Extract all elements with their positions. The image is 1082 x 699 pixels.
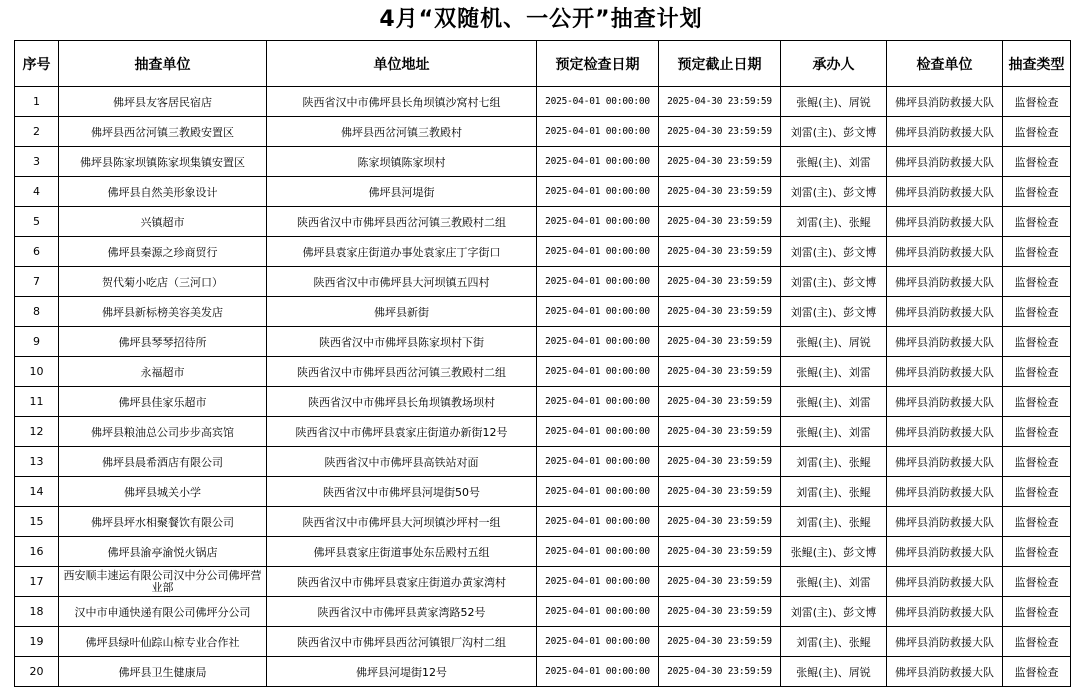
cell-end-date: 2025-04-30 23:59:59 (659, 387, 781, 417)
cell-unit: 佛坪县友客居民宿店 (59, 87, 267, 117)
cell-type: 监督检查 (1003, 417, 1071, 447)
cell-start-date: 2025-04-01 00:00:00 (537, 297, 659, 327)
cell-start-date: 2025-04-01 00:00:00 (537, 237, 659, 267)
cell-index: 18 (15, 597, 59, 627)
cell-address: 陕西省汉中市佛坪县西岔河镇三教殿村二组 (267, 357, 537, 387)
cell-unit: 佛坪县秦源之珍商贸行 (59, 237, 267, 267)
table-row (15, 387, 1071, 417)
cell-end-date: 2025-04-30 23:59:59 (659, 177, 781, 207)
cell-inspector: 佛坪县消防救援大队 (887, 447, 1003, 477)
cell-index: 14 (15, 477, 59, 507)
header-end-date: 预定截止日期 (659, 41, 781, 87)
cell-end-date: 2025-04-30 23:59:59 (659, 627, 781, 657)
cell-handler: 刘雷(主)、彭文博 (781, 177, 887, 207)
table-row (15, 267, 1071, 297)
cell-address: 陕西省汉中市佛坪县高铁站对面 (267, 447, 537, 477)
cell-start-date: 2025-04-01 00:00:00 (537, 117, 659, 147)
cell-type: 监督检查 (1003, 177, 1071, 207)
cell-unit: 佛坪县晨希酒店有限公司 (59, 447, 267, 477)
cell-inspector: 佛坪县消防救援大队 (887, 267, 1003, 297)
cell-index: 1 (15, 87, 59, 117)
cell-index: 6 (15, 237, 59, 267)
cell-start-date: 2025-04-01 00:00:00 (537, 327, 659, 357)
table-row (15, 507, 1071, 537)
cell-start-date: 2025-04-01 00:00:00 (537, 597, 659, 627)
cell-handler: 张鲲(主)、刘雷 (781, 357, 887, 387)
cell-type: 监督检查 (1003, 627, 1071, 657)
cell-start-date: 2025-04-01 00:00:00 (537, 387, 659, 417)
cell-address: 陕西省汉中市佛坪县河堤街50号 (267, 477, 537, 507)
cell-index: 5 (15, 207, 59, 237)
cell-end-date: 2025-04-30 23:59:59 (659, 657, 781, 687)
page-title: 4月“双随机、一公开”抽查计划 (379, 7, 703, 32)
cell-type: 监督检查 (1003, 237, 1071, 267)
cell-start-date: 2025-04-01 00:00:00 (537, 537, 659, 567)
cell-type: 监督检查 (1003, 147, 1071, 177)
table-row (15, 147, 1071, 177)
table-header-row (15, 41, 1071, 87)
cell-index: 10 (15, 357, 59, 387)
table-body (15, 87, 1071, 687)
cell-handler: 刘雷(主)、张鲲 (781, 447, 887, 477)
cell-type: 监督检查 (1003, 507, 1071, 537)
cell-address: 陕西省汉中市佛坪县长角坝镇沙窝村七组 (267, 87, 537, 117)
cell-unit: 佛坪县自然美形象设计 (59, 177, 267, 207)
cell-unit: 佛坪县新标榜美容美发店 (59, 297, 267, 327)
table-row (15, 657, 1071, 687)
cell-start-date: 2025-04-01 00:00:00 (537, 477, 659, 507)
cell-start-date: 2025-04-01 00:00:00 (537, 207, 659, 237)
table-row (15, 207, 1071, 237)
cell-handler: 刘雷(主)、彭文博 (781, 267, 887, 297)
cell-inspector: 佛坪县消防救援大队 (887, 537, 1003, 567)
cell-end-date: 2025-04-30 23:59:59 (659, 537, 781, 567)
cell-end-date: 2025-04-30 23:59:59 (659, 147, 781, 177)
cell-index: 19 (15, 627, 59, 657)
header-inspector: 检查单位 (887, 41, 1003, 87)
cell-address: 陕西省汉中市佛坪县西岔河镇银厂沟村二组 (267, 627, 537, 657)
cell-address: 陕西省汉中市佛坪县黄家湾路52号 (267, 597, 537, 627)
cell-start-date: 2025-04-01 00:00:00 (537, 657, 659, 687)
cell-unit: 佛坪县西岔河镇三教殿安置区 (59, 117, 267, 147)
cell-end-date: 2025-04-30 23:59:59 (659, 447, 781, 477)
cell-type: 监督检查 (1003, 447, 1071, 477)
cell-handler: 张鲲(主)、屑锐 (781, 327, 887, 357)
cell-address: 佛坪县新街 (267, 297, 537, 327)
cell-type: 监督检查 (1003, 657, 1071, 687)
cell-address: 佛坪县河堤街12号 (267, 657, 537, 687)
cell-unit: 佛坪县琴琴招待所 (59, 327, 267, 357)
cell-handler: 张鲲(主)、刘雷 (781, 567, 887, 597)
header-address: 单位地址 (267, 41, 537, 87)
cell-index: 7 (15, 267, 59, 297)
table-row (15, 177, 1071, 207)
cell-address: 陕西省汉中市佛坪县大河坝镇五四村 (267, 267, 537, 297)
cell-type: 监督检查 (1003, 87, 1071, 117)
table-row (15, 117, 1071, 147)
table-row (15, 87, 1071, 117)
cell-inspector: 佛坪县消防救援大队 (887, 117, 1003, 147)
cell-address: 陕西省汉中市佛坪县陈家坝村下街 (267, 327, 537, 357)
cell-handler: 刘雷(主)、彭文博 (781, 117, 887, 147)
cell-index: 13 (15, 447, 59, 477)
cell-start-date: 2025-04-01 00:00:00 (537, 177, 659, 207)
cell-inspector: 佛坪县消防救援大队 (887, 207, 1003, 237)
cell-type: 监督检查 (1003, 597, 1071, 627)
cell-end-date: 2025-04-30 23:59:59 (659, 357, 781, 387)
cell-address: 佛坪县袁家庄街道办事处袁家庄丁字街口 (267, 237, 537, 267)
table-row (15, 327, 1071, 357)
header-type: 抽查类型 (1003, 41, 1071, 87)
table-row (15, 447, 1071, 477)
cell-inspector: 佛坪县消防救援大队 (887, 627, 1003, 657)
cell-unit: 佛坪县渝亭渝悦火锅店 (59, 537, 267, 567)
inspection-plan-table (14, 40, 1071, 687)
cell-address: 佛坪县袁家庄街道事处东岳殿村五组 (267, 537, 537, 567)
cell-inspector: 佛坪县消防救援大队 (887, 417, 1003, 447)
cell-unit: 贺代菊小吃店（三河口） (59, 267, 267, 297)
cell-handler: 刘雷(主)、张鲲 (781, 627, 887, 657)
cell-inspector: 佛坪县消防救援大队 (887, 597, 1003, 627)
cell-end-date: 2025-04-30 23:59:59 (659, 297, 781, 327)
cell-address: 陕西省汉中市佛坪县大河坝镇沙坪村一组 (267, 507, 537, 537)
cell-type: 监督检查 (1003, 117, 1071, 147)
cell-type: 监督检查 (1003, 567, 1071, 597)
cell-end-date: 2025-04-30 23:59:59 (659, 267, 781, 297)
cell-start-date: 2025-04-01 00:00:00 (537, 267, 659, 297)
cell-index: 15 (15, 507, 59, 537)
cell-unit: 佛坪县坪水相聚餐饮有限公司 (59, 507, 267, 537)
cell-inspector: 佛坪县消防救援大队 (887, 177, 1003, 207)
cell-handler: 张鲲(主)、彭文博 (781, 537, 887, 567)
cell-handler: 刘雷(主)、彭文博 (781, 237, 887, 267)
cell-inspector: 佛坪县消防救援大队 (887, 87, 1003, 117)
cell-start-date: 2025-04-01 00:00:00 (537, 87, 659, 117)
cell-end-date: 2025-04-30 23:59:59 (659, 477, 781, 507)
cell-type: 监督检查 (1003, 357, 1071, 387)
cell-type: 监督检查 (1003, 537, 1071, 567)
cell-inspector: 佛坪县消防救援大队 (887, 387, 1003, 417)
cell-index: 8 (15, 297, 59, 327)
cell-handler: 张鲲(主)、刘雷 (781, 417, 887, 447)
cell-unit: 西安顺丰速运有限公司汉中分公司佛坪营业部 (59, 567, 267, 597)
cell-index: 2 (15, 117, 59, 147)
cell-inspector: 佛坪县消防救援大队 (887, 237, 1003, 267)
header-index: 序号 (15, 41, 59, 87)
cell-inspector: 佛坪县消防救援大队 (887, 507, 1003, 537)
cell-type: 监督检查 (1003, 207, 1071, 237)
cell-inspector: 佛坪县消防救援大队 (887, 297, 1003, 327)
header-start-date: 预定检查日期 (537, 41, 659, 87)
cell-inspector: 佛坪县消防救援大队 (887, 657, 1003, 687)
table-row (15, 357, 1071, 387)
cell-unit: 汉中市申通快递有限公司佛坪分公司 (59, 597, 267, 627)
cell-start-date: 2025-04-01 00:00:00 (537, 417, 659, 447)
cell-index: 9 (15, 327, 59, 357)
cell-address: 陈家坝镇陈家坝村 (267, 147, 537, 177)
cell-start-date: 2025-04-01 00:00:00 (537, 357, 659, 387)
cell-end-date: 2025-04-30 23:59:59 (659, 117, 781, 147)
cell-index: 16 (15, 537, 59, 567)
cell-type: 监督检查 (1003, 477, 1071, 507)
cell-end-date: 2025-04-30 23:59:59 (659, 87, 781, 117)
cell-start-date: 2025-04-01 00:00:00 (537, 447, 659, 477)
cell-index: 3 (15, 147, 59, 177)
header-unit: 抽查单位 (59, 41, 267, 87)
cell-type: 监督检查 (1003, 267, 1071, 297)
cell-handler: 张鲲(主)、刘雷 (781, 147, 887, 177)
cell-inspector: 佛坪县消防救援大队 (887, 357, 1003, 387)
table-row (15, 477, 1071, 507)
cell-handler: 张鲲(主)、屑锐 (781, 87, 887, 117)
cell-address: 陕西省汉中市佛坪县长角坝镇教场坝村 (267, 387, 537, 417)
table-row (15, 597, 1071, 627)
cell-handler: 刘雷(主)、彭文博 (781, 597, 887, 627)
cell-unit: 永福超市 (59, 357, 267, 387)
cell-end-date: 2025-04-30 23:59:59 (659, 417, 781, 447)
cell-type: 监督检查 (1003, 327, 1071, 357)
cell-unit: 佛坪县城关小学 (59, 477, 267, 507)
cell-address: 陕西省汉中市佛坪县西岔河镇三教殿村二组 (267, 207, 537, 237)
cell-inspector: 佛坪县消防救援大队 (887, 477, 1003, 507)
cell-type: 监督检查 (1003, 387, 1071, 417)
cell-end-date: 2025-04-30 23:59:59 (659, 327, 781, 357)
cell-address: 陕西省汉中市佛坪县袁家庄街道办黄家湾村 (267, 567, 537, 597)
table-row (15, 627, 1071, 657)
cell-unit: 佛坪县陈家坝镇陈家坝集镇安置区 (59, 147, 267, 177)
cell-start-date: 2025-04-01 00:00:00 (537, 147, 659, 177)
table-row (15, 297, 1071, 327)
cell-index: 11 (15, 387, 59, 417)
cell-type: 监督检查 (1003, 297, 1071, 327)
cell-end-date: 2025-04-30 23:59:59 (659, 567, 781, 597)
cell-index: 20 (15, 657, 59, 687)
cell-unit: 佛坪县卫生健康局 (59, 657, 267, 687)
cell-handler: 刘雷(主)、彭文博 (781, 297, 887, 327)
cell-handler: 刘雷(主)、张鲲 (781, 207, 887, 237)
cell-unit: 佛坪县绿叶仙踪山椋专业合作社 (59, 627, 267, 657)
table-row (15, 237, 1071, 267)
cell-address: 佛坪县河堤街 (267, 177, 537, 207)
cell-start-date: 2025-04-01 00:00:00 (537, 507, 659, 537)
cell-unit: 兴镇超市 (59, 207, 267, 237)
cell-address: 陕西省汉中市佛坪县袁家庄街道办新街12号 (267, 417, 537, 447)
cell-index: 4 (15, 177, 59, 207)
table-row (15, 417, 1071, 447)
cell-start-date: 2025-04-01 00:00:00 (537, 627, 659, 657)
cell-unit: 佛坪县佳家乐超市 (59, 387, 267, 417)
cell-inspector: 佛坪县消防救援大队 (887, 147, 1003, 177)
table-row (15, 567, 1071, 597)
cell-inspector: 佛坪县消防救援大队 (887, 327, 1003, 357)
cell-inspector: 佛坪县消防救援大队 (887, 567, 1003, 597)
table-row (15, 537, 1071, 567)
header-handler: 承办人 (781, 41, 887, 87)
cell-end-date: 2025-04-30 23:59:59 (659, 237, 781, 267)
cell-address: 佛坪县西岔河镇三教殿村 (267, 117, 537, 147)
cell-unit: 佛坪县粮油总公司步步高宾馆 (59, 417, 267, 447)
cell-end-date: 2025-04-30 23:59:59 (659, 207, 781, 237)
cell-index: 12 (15, 417, 59, 447)
cell-handler: 刘雷(主)、张鲲 (781, 477, 887, 507)
cell-handler: 张鲲(主)、刘雷 (781, 387, 887, 417)
cell-handler: 刘雷(主)、张鲲 (781, 507, 887, 537)
cell-handler: 张鲲(主)、屑锐 (781, 657, 887, 687)
cell-end-date: 2025-04-30 23:59:59 (659, 597, 781, 627)
cell-index: 17 (15, 567, 59, 597)
cell-end-date: 2025-04-30 23:59:59 (659, 507, 781, 537)
cell-start-date: 2025-04-01 00:00:00 (537, 567, 659, 597)
